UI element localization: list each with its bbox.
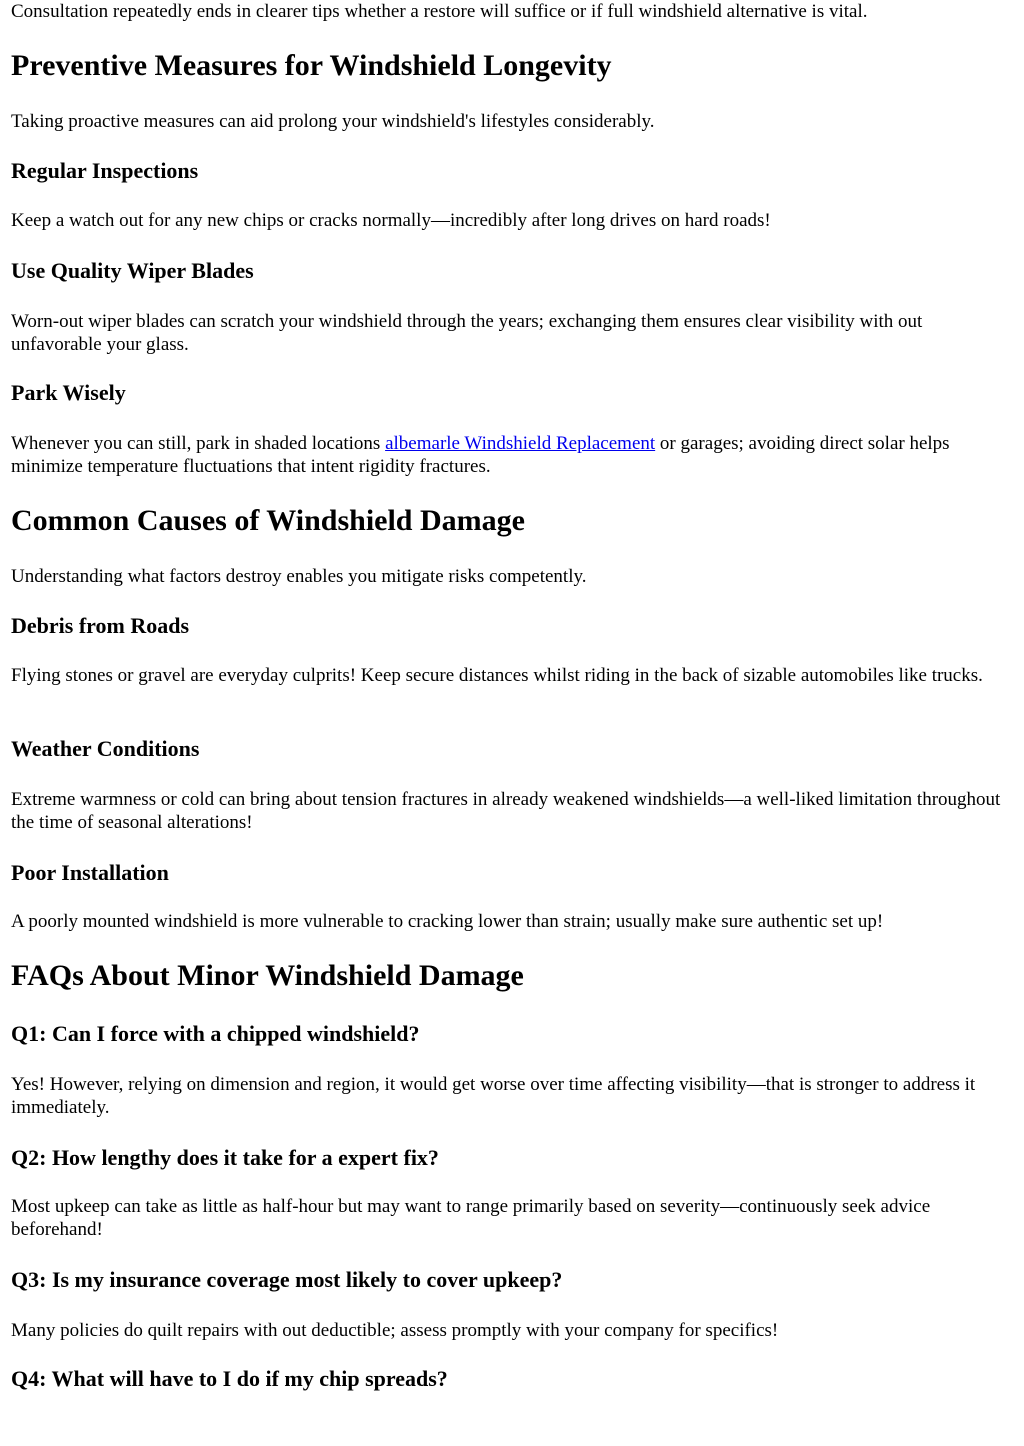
- wipers-heading: Use Quality Wiper Blades: [11, 258, 254, 283]
- inspections-text: Keep a watch out for any new chips or cracks normally—incredibly after long drives on hard roads!: [11, 210, 771, 231]
- installation-text: A poorly mounted windshield is more vulnerable to cracking lower than strain; usually make sure authentic set up!: [11, 911, 884, 932]
- faq-question-3: Q3: Is my insurance coverage most likely to cover upkeep?: [11, 1267, 563, 1292]
- inspections-heading: Regular Inspections: [11, 158, 199, 183]
- park-text-after: or garages; avoiding direct solar helps minimize temperature fluctuations that intent rigidity fractures.: [11, 433, 950, 477]
- preventive-intro: Taking proactive measures can aid prolong your windshield's lifestyles considerably.: [11, 111, 655, 132]
- faq-question-2: Q2: How lengthy does it take for a expert fix?: [11, 1145, 439, 1170]
- preventive-heading: Preventive Measures for Windshield Longevity: [11, 49, 612, 82]
- windshield-replacement-link[interactable]: albemarle Windshield Replacement: [385, 433, 656, 454]
- park-heading: Park Wisely: [11, 380, 126, 405]
- faq-answer-1: Yes! However, relying on dimension and region, it would get worse over time affecting visibility—that is stronger to address it immediately.: [11, 1074, 976, 1118]
- faq-answer-3: Many policies do quilt repairs with out deductible; assess promptly with your company for specifics!: [11, 1320, 779, 1341]
- intro-tail-paragraph: Consultation repeatedly ends in clearer tips whether a restore will suffice or if full windshield alternative is vital.: [11, 1, 868, 22]
- wipers-text: Worn-out wiper blades can scratch your windshield through the years; exchanging them ensures clear visibility with out unfavorable your glass.: [11, 311, 923, 355]
- weather-heading: Weather Conditions: [11, 736, 200, 761]
- weather-text: Extreme warmness or cold can bring about tension fractures in already weakened windshields—a well-liked limitation throughout the time of seasonal alterations!: [11, 789, 1001, 833]
- park-text-before: Whenever you can still, park in shaded locations: [11, 433, 386, 454]
- debris-heading: Debris from Roads: [11, 613, 190, 638]
- causes-intro: Understanding what factors destroy enables you mitigate risks competently.: [11, 566, 587, 587]
- faq-answer-2: Most upkeep can take as little as half-hour but may want to range primarily based on severity—continuously seek advice beforehand!: [11, 1196, 931, 1240]
- installation-heading: Poor Installation: [11, 860, 169, 885]
- causes-heading: Common Causes of Windshield Damage: [11, 504, 525, 537]
- faq-question-4: Q4: What will have to I do if my chip spreads?: [11, 1366, 448, 1391]
- faqs-heading: FAQs About Minor Windshield Damage: [11, 959, 524, 992]
- park-text: [11, 432, 1012, 478]
- debris-text: Flying stones or gravel are everyday culprits! Keep secure distances whilst riding in the back of sizable automobiles like trucks.: [11, 665, 983, 686]
- faq-question-1: Q1: Can I force with a chipped windshield?: [11, 1021, 420, 1046]
